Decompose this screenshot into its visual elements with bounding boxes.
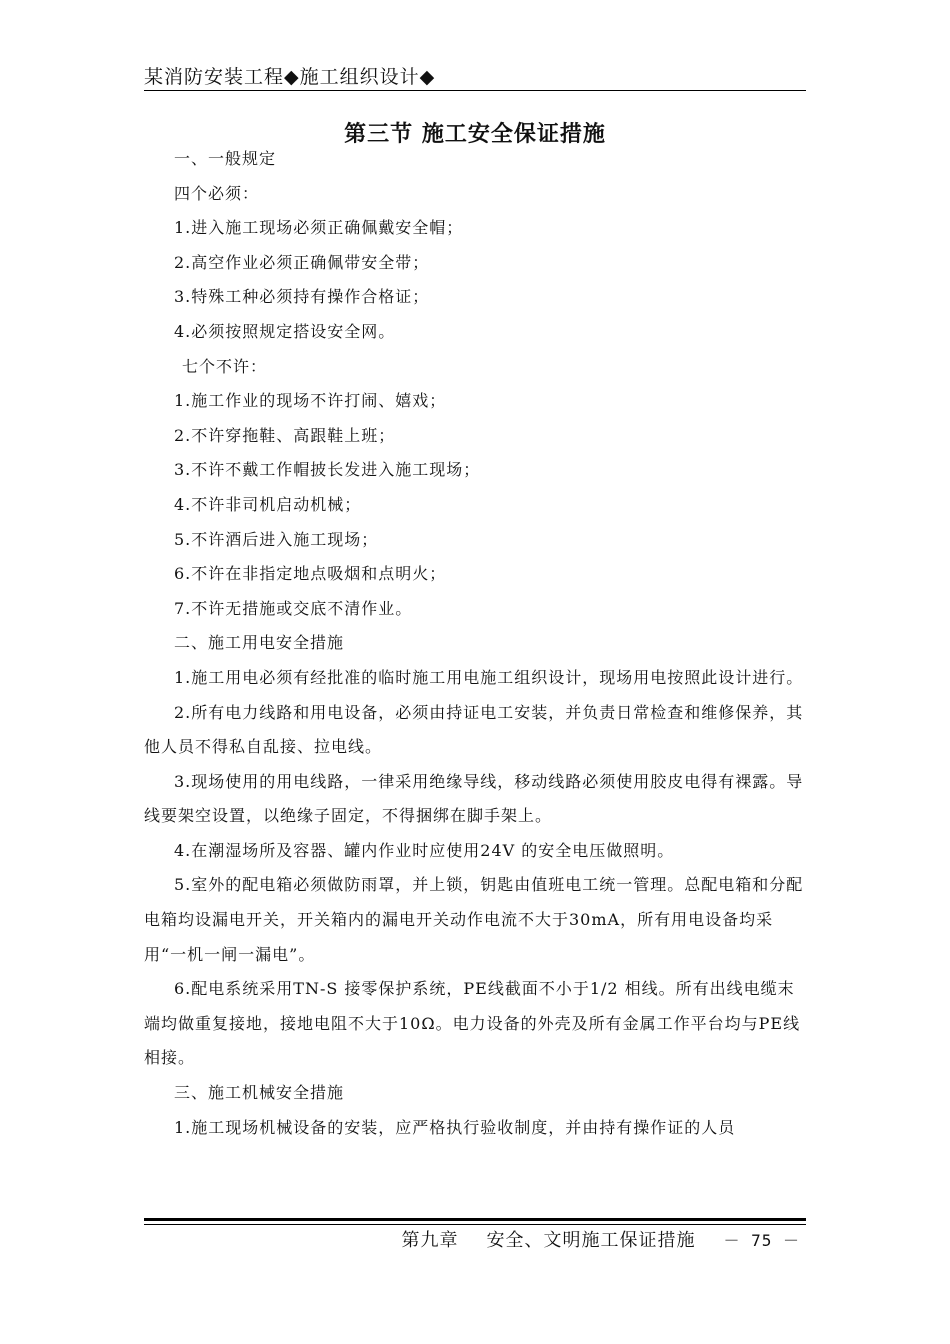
paragraph: 3.特殊工种必须持有操作合格证； — [174, 287, 430, 307]
paragraph: 4.必须按照规定搭设安全网。 — [174, 321, 396, 341]
paragraph: 一、一般规定 — [174, 149, 277, 168]
footer-rule-thick — [144, 1218, 806, 1221]
paragraph: 2.不许穿拖鞋、高跟鞋上班； — [174, 425, 396, 445]
footer-rule-thin — [144, 1224, 806, 1225]
section-title: 第三节 施工安全保证措施 — [344, 121, 606, 147]
paragraph: 1.施工用电必须有经批准的临时施工用电施工组织设计，现场用电按照此设计进行。 — [174, 667, 804, 687]
header-rule — [144, 90, 806, 91]
footer-title: 安全、文明施工保证措施 — [486, 1230, 696, 1251]
paragraph: 6.不许在非指定地点吸烟和点明火； — [174, 564, 447, 584]
paragraph: 1.施工作业的现场不许打闹、嬉戏； — [174, 391, 447, 411]
paragraph: 三、施工机械安全措施 — [174, 1083, 345, 1103]
document-body — [144, 142, 806, 1145]
footer-chapter: 第九章 — [401, 1230, 459, 1251]
paragraph: 5.不许酒后进入施工现场； — [174, 529, 379, 549]
paragraph: 2.高空作业必须正确佩带安全带； — [174, 252, 430, 272]
paragraph: 1.施工现场机械设备的安装，应严格执行验收制度，并由持有操作证的人员 — [174, 1117, 736, 1137]
page-footer — [401, 1230, 800, 1252]
paragraph: 4.在潮湿场所及容器、罐内作业时应使用24V 的安全电压做照明。 — [174, 840, 675, 860]
paragraph: 5.室外的配电箱必须做防雨罩，并上锁，钥匙由值班电工统一管理。总配电箱和分配电箱均设漏电开关，开关箱内的漏电开关动作电流不大于30mA，所有用电设备均采用“一机一闸一漏电”。 — [144, 875, 804, 964]
paragraph: 二、施工用电安全措施 — [174, 633, 345, 653]
paragraph: 7.不许无措施或交底不清作业。 — [174, 598, 413, 618]
paragraph: 1.进入施工现场必须正确佩戴安全帽； — [174, 218, 464, 238]
paragraph: 七个不许： — [182, 356, 268, 376]
paragraph: 2.所有电力线路和用电设备，必须由持证电工安装，并负责日常检查和维修保养，其他人员不得私自乱接、拉电线。 — [144, 702, 804, 757]
paragraph: 4.不许非司机启动机械； — [174, 494, 362, 514]
paragraph: 3.现场使用的用电线路，一律采用绝缘导线，移动线路必须使用胶皮电得有裸露。导线要架空设置，以绝缘子固定，不得捆绑在脚手架上。 — [144, 771, 804, 826]
paragraph: 四个必须： — [174, 183, 260, 203]
page-header-title: 某消防安装工程◆施工组织设计◆ — [144, 66, 436, 88]
paragraph: 3.不许不戴工作帽披长发进入施工现场； — [174, 460, 481, 480]
paragraph: 6.配电系统采用TN-S 接零保护系统，PE线截面不小于1/2 相线。所有出线电缆末端均做重复接地，接地电阻不大于10Ω。电力设备的外壳及所有金属工作平台均与PE线相接。 — [144, 979, 801, 1068]
page-number: － 75 － — [723, 1231, 800, 1250]
